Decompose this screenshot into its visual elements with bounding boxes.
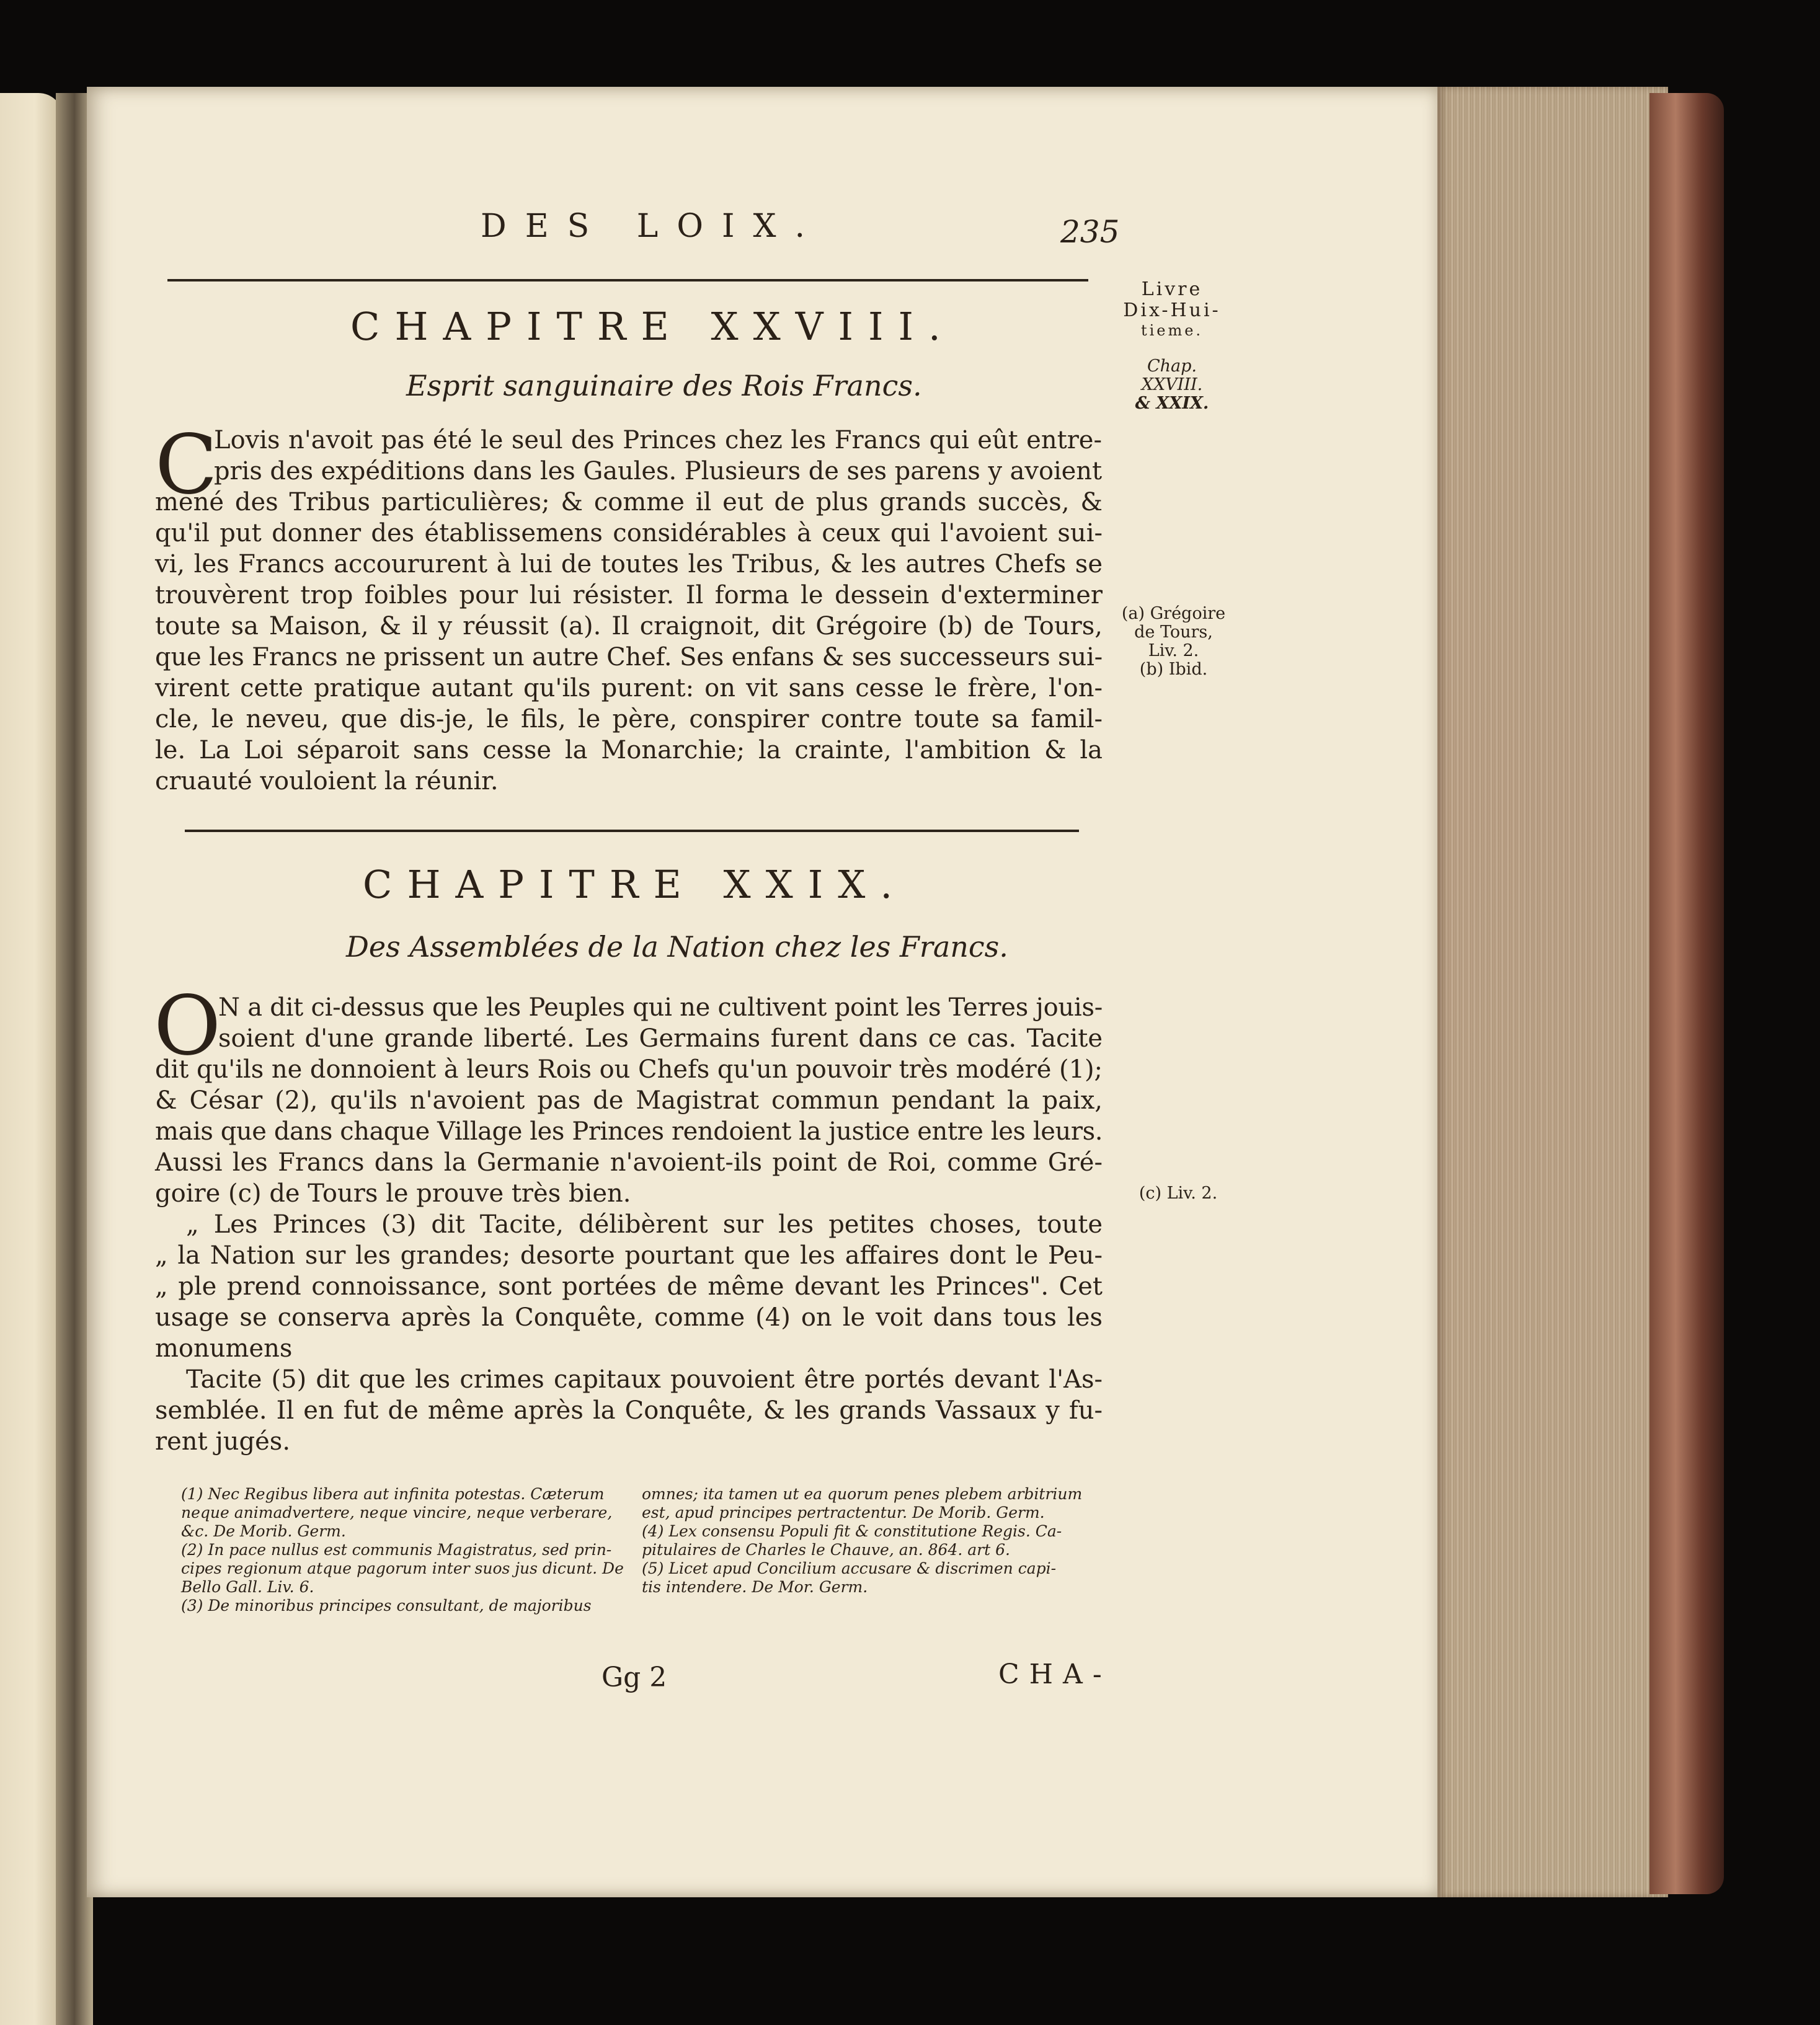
margin-heading (1116, 279, 1228, 413)
ch28-line-3: mené des Tribus particulières; & comme il eut de plus grands succès, & (155, 488, 1103, 516)
ch29-line-5: mais que dans chaque Village les Princes rendoient la justice entre les leurs. (155, 1117, 1103, 1146)
ch29-line-14: semblée. Il en fut de même après la Conquête, & les grands Vassaux y fu- (155, 1396, 1103, 1425)
ch28-line-6: trouvèrent trop foibles pour lui résister. Il forma le dessein d'exterminer (155, 581, 1103, 609)
margin-livre: Livre (1141, 278, 1203, 300)
ch28-line-1: Lovis n'avoit pas été le seul des Princes chez les Francs qui eût entre- (214, 426, 1102, 454)
margin-dix-hui: Dix-Hui- (1123, 299, 1221, 321)
catchword: CHA- (998, 1659, 1112, 1690)
ch29-line-7: goire (c) de Tours le prouve très bien. (155, 1179, 631, 1208)
ch29-line-12: monumens (155, 1334, 293, 1363)
footnote-left-3: &c. De Morib. Germ. (181, 1522, 346, 1540)
chapter-28-dropcap: C (155, 417, 218, 513)
chapter-29-subtitle: Des Assemblées de la Nation chez les Francs. (346, 930, 1008, 964)
footnote-right-6: tis intendere. De Mor. Germ. (642, 1578, 868, 1596)
chapter-29-dropcap: O (154, 978, 221, 1074)
chapter-28-notes (1119, 605, 1228, 679)
chapter-28-title: CHAPITRE XXVIII. (350, 304, 956, 349)
margin-chap-28: XXVIII. (1141, 375, 1203, 394)
leather-cover (1649, 93, 1724, 1894)
ch28-line-10: cle, le neveu, que dis-je, le fils, le père, conspirer contre toute sa famil- (155, 705, 1103, 733)
ch29-line-6: Aussi les Francs dans la Germanie n'avoient-ils point de Roi, comme Gré- (155, 1148, 1103, 1177)
footnote-right-2: est, apud principes pertractentur. De Morib. Germ. (642, 1504, 1045, 1522)
ch28-line-2: pris des expéditions dans les Gaules. Plusieurs de ses parens y avoient (214, 457, 1102, 485)
ch29-line-13: Tacite (5) dit que les crimes capitaux pouvoient être portés devant l'As- (186, 1365, 1103, 1394)
ch29-line-15: rent jugés. (155, 1427, 291, 1456)
ch29-line-2: soient d'une grande liberté. Les Germains furent dans ce cas. Tacite (218, 1024, 1103, 1053)
ch28-line-4: qu'il put donner des établissemens considérables à ceux qui l'avoient sui- (155, 519, 1103, 547)
footnote-left-5: cipes regionum atque pagorum inter suos jus dicunt. De (181, 1559, 624, 1577)
note-c: (c) Liv. 2. (1139, 1184, 1218, 1203)
ch28-line-5: vi, les Francs accoururent à lui de toutes les Tribus, & les autres Chefs se (155, 550, 1103, 578)
ch29-line-3: dit qu'ils ne donnoient à leurs Rois ou Chefs qu'un pouvoir très modéré (1); (155, 1055, 1103, 1084)
ch29-line-10: „ ple prend connoissance, sont portées de même devant les Princes". Cet (155, 1272, 1103, 1301)
note-a-line-1: (a) Grégoire (1121, 604, 1226, 623)
footnote-right-1: omnes; ita tamen ut ea quorum penes plebem arbitrium (642, 1485, 1083, 1503)
footnote-left-7: (3) De minoribus principes consultant, de majoribus (181, 1597, 592, 1615)
footnote-left-2: neque animadvertere, neque vincire, neque verberare, (181, 1504, 613, 1522)
left-page-edge (0, 93, 63, 2025)
ch28-line-8: que les Francs ne prissent un autre Chef. Ses enfans & ses successeurs sui- (155, 643, 1103, 671)
top-rule (167, 279, 1088, 281)
note-a-line-3: Liv. 2. (1148, 641, 1199, 660)
page-fore-edge-tint (1437, 87, 1668, 1897)
margin-chap-29: & XXIX. (1135, 394, 1209, 413)
page-number: 235 (1060, 214, 1120, 250)
running-head-title: DES LOIX. (481, 208, 824, 245)
footnote-left-1: (1) Nec Regibus libera aut infinita potestas. Cæterum (181, 1485, 605, 1503)
ch28-line-7: toute sa Maison, & il y réussit (a). Il craignoit, dit Grégoire (b) de Tours, (155, 612, 1103, 640)
footnote-right-3: (4) Lex consensu Populi fit & constitutione Regis. Ca- (642, 1522, 1062, 1540)
ch29-line-1: N a dit ci-dessus que les Peuples qui ne cultivent point les Terres jouis- (218, 993, 1103, 1022)
footnote-left-6: Bello Gall. Liv. 6. (181, 1578, 314, 1596)
footnote-right-4: pitulaires de Charles le Chauve, an. 864. art 6. (642, 1541, 1010, 1559)
middle-rule (185, 830, 1079, 832)
chapter-29-title: CHAPITRE XXIX. (363, 862, 908, 907)
margin-tieme: tieme. (1140, 322, 1204, 339)
signature-mark: Gg 2 (601, 1662, 667, 1693)
margin-chap: Chap. (1147, 357, 1197, 376)
note-b: (b) Ibid. (1139, 660, 1208, 679)
footnote-right-5: (5) Licet apud Concilium accusare & discrimen capi- (642, 1559, 1057, 1577)
ch29-line-4: & César (2), qu'ils n'avoient pas de Magistrat commun pendant la paix, (155, 1086, 1103, 1115)
note-a-line-2: de Tours, (1134, 623, 1213, 642)
chapter-28-subtitle: Esprit sanguinaire des Rois Francs. (406, 369, 922, 402)
footnote-left-4: (2) In pace nullus est communis Magistratus, sed prin- (181, 1541, 612, 1559)
ch29-line-8: „ Les Princes (3) dit Tacite, délibèrent sur les petites choses, toute (186, 1210, 1103, 1239)
ch28-line-12: cruauté vouloient la réunir. (155, 767, 499, 795)
ch28-line-11: le. La Loi séparoit sans cesse la Monarchie; la crainte, l'ambition & la (155, 736, 1103, 764)
ch28-line-9: virent cette pratique autant qu'ils purent: on vit sans cesse le frère, l'on- (155, 674, 1103, 702)
ch29-line-11: usage se conserva après la Conquête, comme (4) on le voit dans tous les (155, 1303, 1103, 1332)
ch29-line-9: „ la Nation sur les grandes; desorte pourtant que les affaires dont le Peu- (155, 1241, 1103, 1270)
